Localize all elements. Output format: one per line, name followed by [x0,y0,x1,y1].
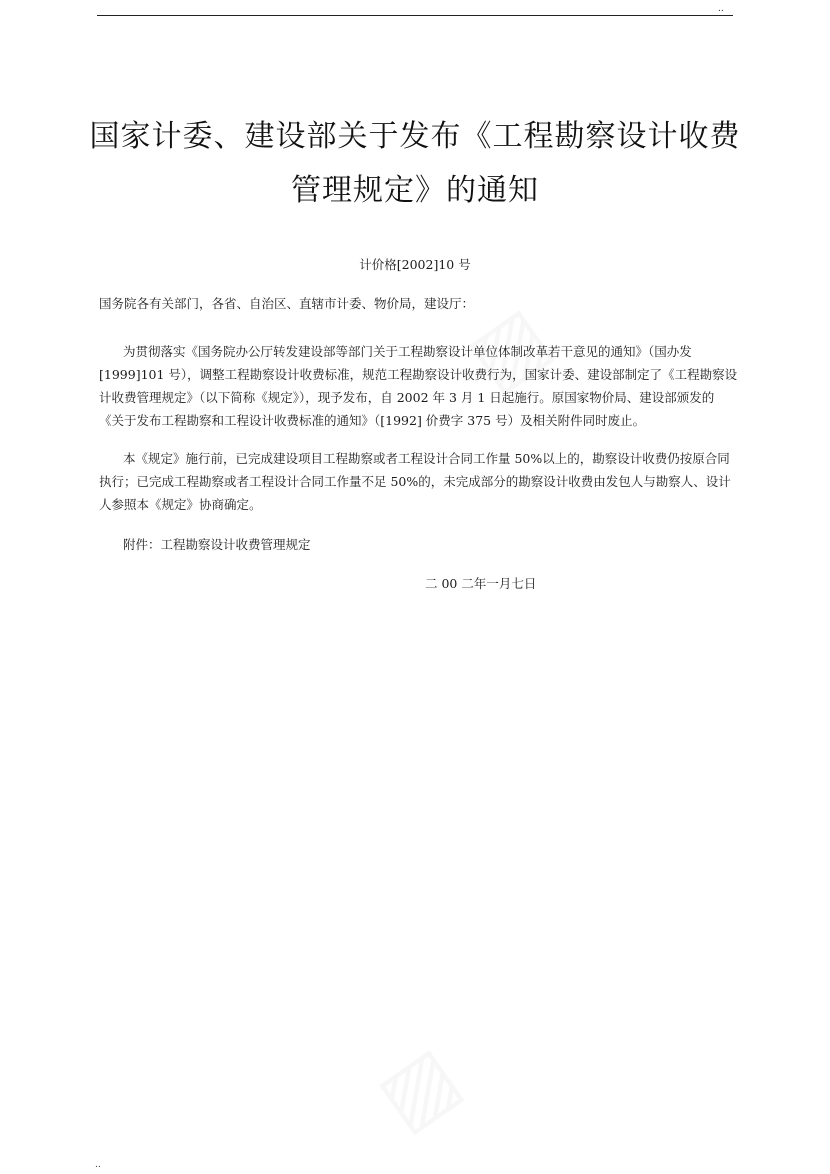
header-rule [97,15,733,16]
watermark-shape: ▨ [359,1026,476,1148]
issue-date: 二 00 二年一月七日 [425,576,537,591]
page-title-line-2: 管理规定》的通知 [291,173,539,208]
footer-mark: .. [95,1160,101,1170]
body-paragraph-2: 本《规定》施行前，已完成建设项目工程勘察或者工程设计合同工作量 50%以上的，勘察设计收费仍按原合同执行；已完成工程勘察或者工程设计合同工作量不足 50%的，未完成部分的勘察设计收费由发包人与勘察人、设计人参照本《规定》协商确定。 [99,451,731,512]
body-paragraph-1: 为贯彻落实《国务院办公厅转发建设部等部门关于工程勘察设计单位体制改革若干意见的通知》（国办发[1999]101 号），调整工程勘察设计收费标准，规范工程勘察设计收费行为，国家计委、建设部制定了《工程勘察设计收费管理规定》（以下简称《规定》），现予发布，自 2002 年 3 月 1 日起施行。原国家物价局、建设部颁发的《关于发布工程勘察和工程设计收费标准的通知》（[1992] 价费字 375 号）及相关附件同时废止。 [99,344,738,428]
document-number: 计价格[2002]10 号 [359,257,471,272]
page-title-line-1: 国家计委、建设部关于发布《工程勘察设计收费 [89,119,741,154]
salutation: 国务院各有关部门，各省、自治区、直辖市计委、物价局，建设厅： [99,296,475,311]
watermark-shape: ▨ [449,286,566,408]
header-mark: .. [718,4,724,14]
attachment-line: 附件：工程勘察设计收费管理规定 [123,537,311,552]
